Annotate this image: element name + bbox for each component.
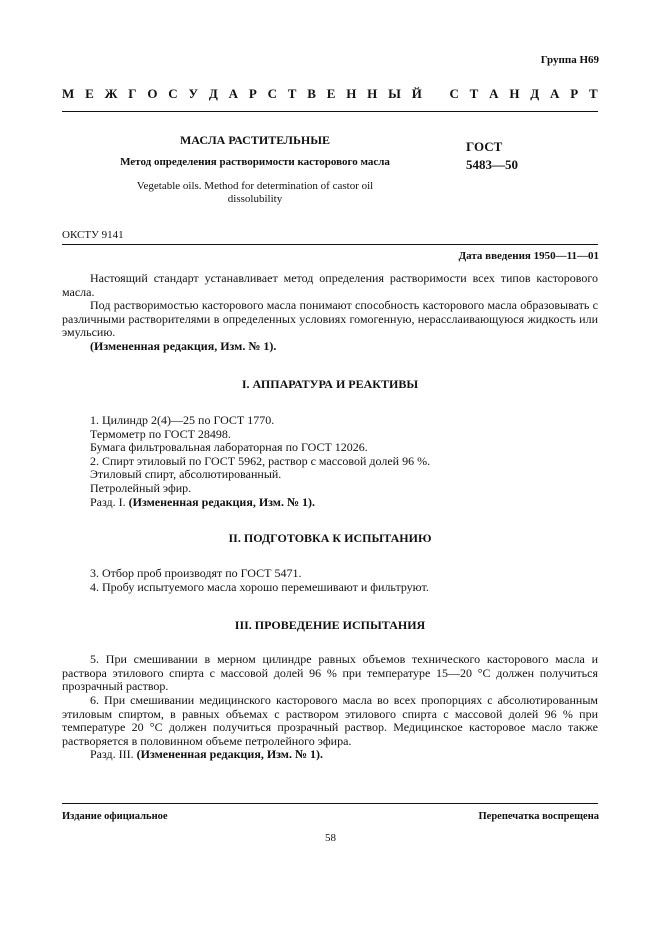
banner-word-1-letter: Д	[208, 86, 218, 101]
gost-designation	[466, 138, 518, 174]
banner-word-1-letter: С	[168, 86, 178, 101]
introduction-date: Дата введения 1950—11—01	[458, 250, 599, 262]
section-1-amend-prefix: Разд. I.	[90, 494, 126, 509]
gost-label: ГОСТ	[466, 139, 503, 154]
section-1-body	[62, 414, 598, 428]
section-1-line: Этиловый спирт, абсолютированный.	[90, 467, 282, 482]
section-2-heading: II. ПОДГОТОВКА К ИСПЫТАНИЮ	[228, 531, 432, 545]
document-title: МАСЛА РАСТИТЕЛЬНЫЕ	[179, 133, 331, 147]
english-title-line-2: dissolubility	[227, 193, 283, 205]
banner-word-2-letter: Д	[530, 86, 540, 101]
english-title-line-1: Vegetable oils. Method for determination of castor oil	[136, 180, 374, 192]
section-1-amend-text: (Измененная редакция, Изм. № 1).	[128, 494, 316, 509]
banner-word-2-letter: А	[489, 86, 499, 101]
banner-word-2-letter: А	[550, 86, 560, 101]
section-3-paragraph-6: 6. При смешивании медицинского касторового масла во всех пропорциях с абсолютированным этиловым спиртом, в равных объемах с раствором этилового спирта с массовой долей 96 % при температуре 20 °С должен получиться прозрачный раствор. Медицинское касторовое масло также растворяется в половинном объеме петролейного эфира.	[62, 693, 598, 748]
intro-paragraph-1: Настоящий стандарт устанавливает метод определения растворимости всех типов касторового масла.	[62, 271, 598, 299]
section-1-line: 2. Спирт этиловый по ГОСТ 5962, раствор с массовой долей 96 %.	[90, 453, 431, 468]
banner-word-1-letter: Ж	[104, 86, 118, 101]
section-3-paragraph-5: 5. При смешивании в мерном цилиндре равных объемов технического касторового масла и раствора этилового спирта с массовой долей 96 % при температуре 15—20 °С должен получиться прозрачный раствор.	[62, 652, 598, 694]
section-2-line: 3. Отбор проб производят по ГОСТ 5471.	[90, 566, 302, 580]
banner-word-1-letter: Г	[128, 86, 137, 101]
oksty-code: ОКСТУ 9141	[62, 229, 124, 241]
section-1-line: 1. Цилиндр 2(4)—25 по ГОСТ 1770.	[90, 413, 275, 427]
intro-amendment: (Измененная редакция, Изм. № 1).	[90, 339, 277, 353]
section-3-amend-prefix: Разд. III.	[90, 747, 134, 761]
section-1-line: Термометр по ГОСТ 28498.	[90, 426, 231, 441]
section-1-line: Петролейный эфир.	[90, 480, 192, 495]
footer-rule	[62, 803, 598, 804]
section-2-body	[62, 567, 598, 594]
banner-word-1-letter: Ы	[388, 86, 401, 101]
banner-word-2-letter: Р	[570, 86, 579, 101]
top-rule	[62, 111, 598, 112]
page-number: 58	[325, 832, 336, 844]
banner-word-1-letter: С	[267, 86, 277, 101]
middle-rule	[62, 244, 598, 245]
banner-word-1-letter: Р	[248, 86, 257, 101]
section-1-amendment	[62, 496, 598, 510]
section-1-heading: I. АППАРАТУРА И РЕАКТИВЫ	[241, 377, 419, 391]
banner-word-1-letter: Й	[411, 86, 422, 101]
reprint-prohibited-note: Перепечатка воспрещена	[478, 811, 599, 822]
banner-word-1-letter: У	[188, 86, 199, 101]
section-3-amendment	[62, 748, 598, 762]
banner-word-1-letter: В	[307, 86, 316, 101]
banner-word-1-letter: М	[62, 86, 75, 101]
section-3-amend-text: (Измененная редакция, Изм. № 1).	[136, 747, 324, 761]
banner-word-2-letter: Т	[589, 86, 598, 101]
banner-word-1-letter: Н	[346, 86, 357, 101]
gost-number: 5483—50	[466, 157, 518, 172]
group-code: Группа Н69	[540, 54, 599, 66]
section-1-body-cont	[62, 428, 598, 510]
banner-word-1-letter: Т	[287, 86, 297, 101]
english-title	[62, 180, 448, 206]
banner-word-1-letter: О	[147, 86, 158, 101]
document-subtitle: Метод определения растворимости касторового масла	[120, 156, 390, 168]
intro-paragraph-2: Под растворимостью касторового масла понимают способность касторового масла образовывать с различными растворителями в определенных условиях гомогенную, нерасслаивающуюся жидкость или эмульсию.	[62, 298, 598, 340]
banner-word-2-letter: С	[449, 86, 459, 101]
banner-word-1-letter: А	[228, 86, 238, 101]
banner-word-1-letter: Е	[85, 86, 94, 101]
banner-word-2-letter: Н	[509, 86, 520, 101]
banner-word-2-letter: Т	[469, 86, 479, 101]
section-1-line: Бумага фильтровальная лабораторная по ГОСТ 12026.	[90, 440, 368, 455]
interstate-standard-banner	[62, 86, 598, 102]
official-edition-note: Издание официальное	[62, 811, 168, 822]
section-2-line: 4. Пробу испытуемого масла хорошо перемешивают и фильтруют.	[90, 579, 429, 594]
banner-word-1-letter: Н	[367, 86, 378, 101]
banner-word-gap	[433, 86, 439, 102]
banner-word-1-letter: Е	[326, 86, 336, 101]
section-3-heading: III. ПРОВЕДЕНИЕ ИСПЫТАНИЯ	[234, 618, 426, 632]
